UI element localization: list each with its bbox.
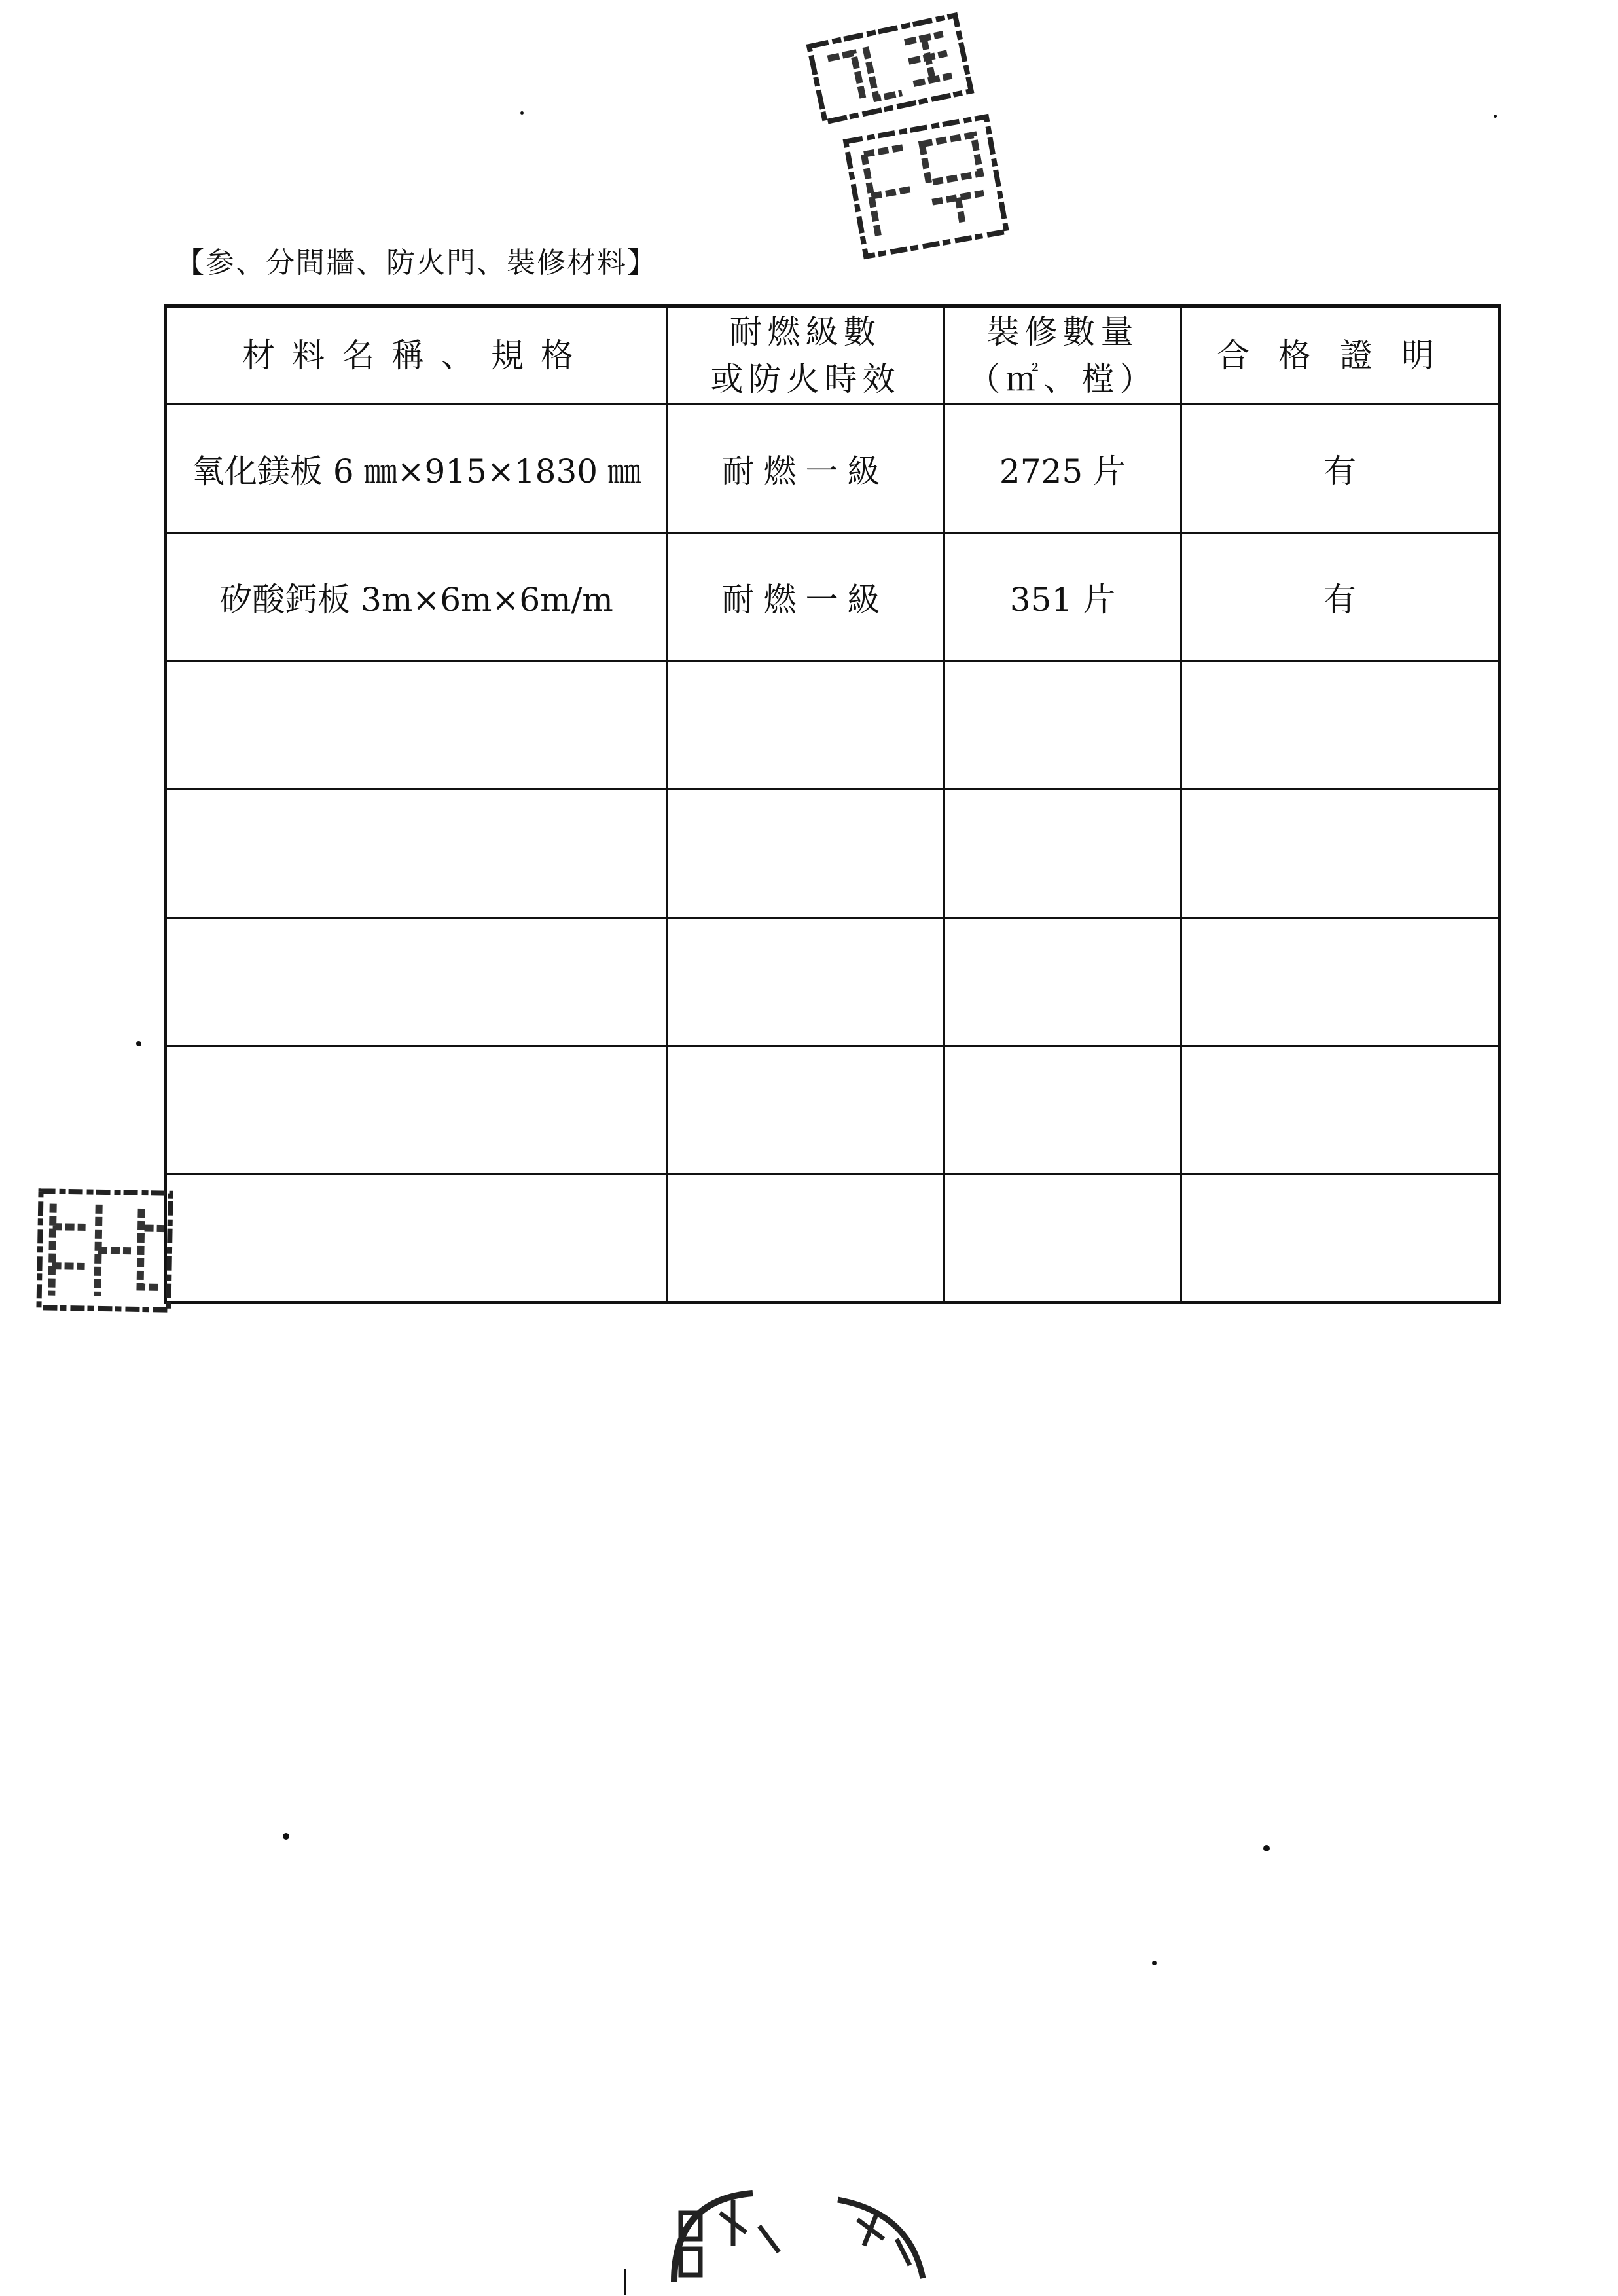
empty-cell <box>166 1175 667 1303</box>
empty-cell <box>667 661 944 790</box>
empty-cell <box>944 918 1181 1046</box>
empty-cell <box>667 1046 944 1175</box>
table-row-empty <box>166 790 1500 918</box>
table-row-empty <box>166 1046 1500 1175</box>
scan-speck <box>136 1041 141 1046</box>
scan-speck <box>1263 1845 1270 1851</box>
round-seal-icon <box>661 2187 936 2285</box>
header-material-name: 材料名稱、規格 <box>166 306 667 405</box>
cell-quantity: 351 片 <box>944 533 1181 661</box>
empty-cell <box>667 918 944 1046</box>
empty-cell <box>166 661 667 790</box>
header-fire-rating-line2: 或防火時效 <box>710 360 901 398</box>
cell-fire-rating: 耐燃一級 <box>667 533 944 661</box>
table-row-empty <box>166 1175 1500 1303</box>
empty-cell <box>944 661 1181 790</box>
empty-cell <box>166 1046 667 1175</box>
square-seal-icon <box>841 112 1011 261</box>
table-row-empty <box>166 661 1500 790</box>
materials-table <box>164 304 1501 1304</box>
scan-speck <box>1494 115 1497 118</box>
empty-cell <box>1181 918 1500 1046</box>
cell-fire-rating: 耐燃一級 <box>667 405 944 533</box>
table-row <box>166 533 1500 661</box>
header-quantity <box>944 306 1181 405</box>
scan-speck <box>520 111 524 115</box>
empty-cell <box>667 790 944 918</box>
empty-cell <box>1181 790 1500 918</box>
empty-cell <box>944 790 1181 918</box>
header-certificate: 合格證明 <box>1181 306 1500 405</box>
header-fire-rating-line1: 耐燃級數 <box>729 312 882 351</box>
header-fire-rating <box>667 306 944 405</box>
scan-line <box>624 2269 626 2295</box>
header-quantity-line2: （㎡、樘） <box>967 360 1158 398</box>
cell-material-name: 氧化鎂板 6 ㎜×915×1830 ㎜ <box>166 405 667 533</box>
empty-cell <box>166 918 667 1046</box>
cell-certificate: 有 <box>1181 533 1500 661</box>
empty-cell <box>1181 1175 1500 1303</box>
empty-cell <box>667 1175 944 1303</box>
scan-speck <box>283 1833 289 1840</box>
cell-quantity: 2725 片 <box>944 405 1181 533</box>
table-row <box>166 405 1500 533</box>
header-quantity-line1: 裝修數量 <box>986 312 1139 351</box>
cell-certificate: 有 <box>1181 405 1500 533</box>
cell-material-name: 矽酸鈣板 3m×6m×6m/m <box>166 533 667 661</box>
empty-cell <box>1181 661 1500 790</box>
empty-cell <box>944 1175 1181 1303</box>
square-seal-icon <box>35 1187 174 1314</box>
empty-cell <box>944 1046 1181 1175</box>
square-seal-icon <box>804 10 976 126</box>
table-header-row <box>166 306 1500 405</box>
empty-cell <box>1181 1046 1500 1175</box>
scan-speck <box>1152 1961 1157 1965</box>
table-row-empty <box>166 918 1500 1046</box>
section-title: 【参、分間牆、防火門、裝修材料】 <box>175 246 657 280</box>
empty-cell <box>166 790 667 918</box>
